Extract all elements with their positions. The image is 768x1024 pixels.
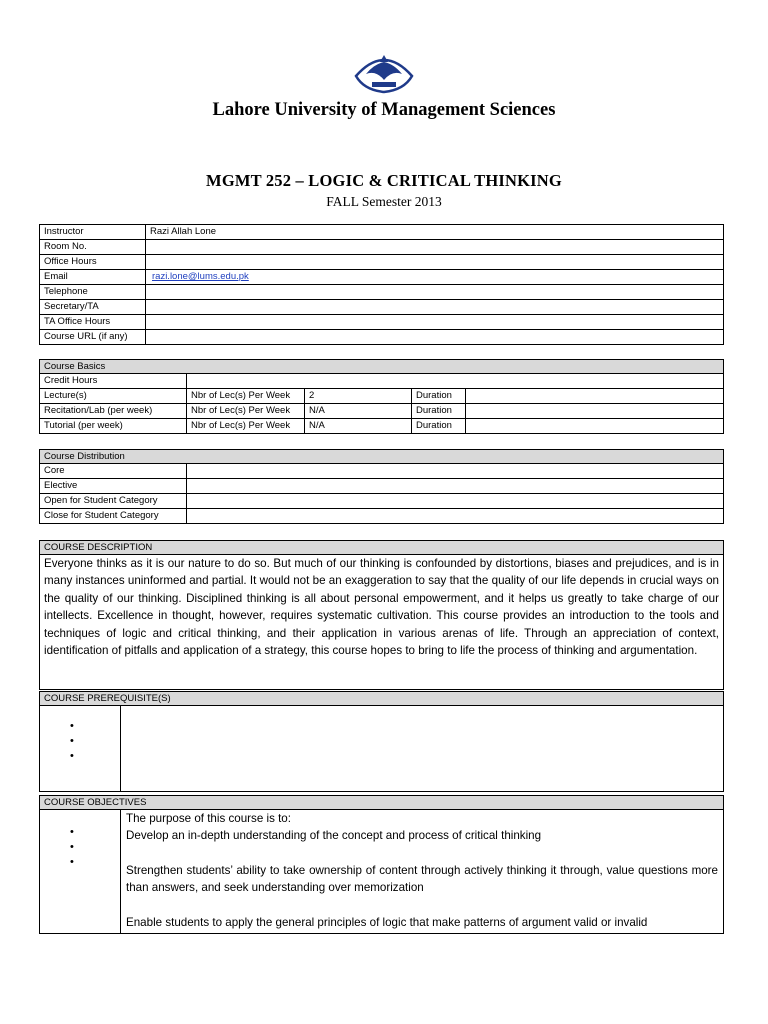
table-row: [40, 509, 724, 524]
duration-value: [466, 404, 724, 419]
row-label: Tutorial (per week): [40, 419, 187, 434]
objectives-intro: The purpose of this course is to:: [126, 812, 291, 825]
spacer: [126, 897, 718, 914]
table-row: [40, 300, 724, 315]
row-label: Instructor: [40, 225, 146, 240]
list-item: [44, 719, 116, 734]
nbr-label: Nbr of Lec(s) Per Week: [187, 419, 305, 434]
table-row: [40, 464, 724, 479]
row-value: [187, 464, 724, 479]
row-label: Open for Student Category: [40, 494, 187, 509]
course-description-heading: COURSE DESCRIPTION: [40, 541, 724, 555]
list-item: [44, 825, 116, 840]
row-value: [187, 509, 724, 524]
course-distribution-table: [39, 449, 724, 524]
course-distribution-heading: Course Distribution: [40, 450, 724, 464]
row-value: [146, 255, 724, 270]
course-prerequisites-heading: COURSE PREREQUISITE(S): [40, 692, 724, 706]
email-link[interactable]: razi.lone@lums.edu.pk: [152, 271, 249, 282]
duration-label: Duration: [412, 404, 466, 419]
lums-logo: [352, 46, 416, 96]
row-label: Email: [40, 270, 146, 285]
prerequisite-content: [121, 706, 724, 792]
table-row: [40, 555, 724, 690]
duration-value: [466, 419, 724, 434]
row-value: [146, 300, 724, 315]
row-label: Recitation/Lab (per week): [40, 404, 187, 419]
nbr-label: Nbr of Lec(s) Per Week: [187, 389, 305, 404]
row-label: Elective: [40, 479, 187, 494]
credit-hours-value: [187, 374, 724, 389]
duration-label: Duration: [412, 419, 466, 434]
row-value: [146, 285, 724, 300]
table-header: [40, 360, 724, 374]
objective-item: Enable students to apply the general principles of logic that make patterns of argument valid or invalid: [126, 915, 648, 929]
table-row: [40, 255, 724, 270]
table-header: [40, 450, 724, 464]
row-label: Course URL (if any): [40, 330, 146, 345]
row-label: Office Hours: [40, 255, 146, 270]
row-value: [146, 240, 724, 255]
prerequisite-bullets: [40, 706, 121, 792]
objectives-content: [121, 810, 724, 934]
row-value: [146, 315, 724, 330]
nbr-value: N/A: [305, 404, 412, 419]
row-value: [146, 330, 724, 345]
objective-item: Develop an in-depth understanding of the concept and process of critical thinking: [126, 829, 542, 843]
table-header: [40, 692, 724, 706]
table-row: [40, 330, 724, 345]
course-objectives-heading: COURSE OBJECTIVES: [40, 796, 724, 810]
table-row: [40, 404, 724, 419]
row-label: Telephone: [40, 285, 146, 300]
course-description-table: [39, 540, 724, 690]
row-label: Core: [40, 464, 187, 479]
course-prerequisites-table: [39, 691, 724, 792]
row-label: Secretary/TA: [40, 300, 146, 315]
university-name: Lahore University of Management Sciences: [212, 100, 556, 120]
table-row: [40, 494, 724, 509]
nbr-label: Nbr of Lec(s) Per Week: [187, 404, 305, 419]
table-header: [40, 541, 724, 555]
course-basics-table: [39, 359, 724, 434]
table-row: [40, 285, 724, 300]
duration-value: [466, 389, 724, 404]
duration-label: Duration: [412, 389, 466, 404]
table-row: [40, 270, 724, 285]
list-item: [44, 749, 116, 764]
spacer: [126, 845, 718, 862]
row-value: [187, 494, 724, 509]
table-row: [40, 479, 724, 494]
email-cell: [146, 270, 724, 285]
course-objectives-table: [39, 795, 724, 934]
table-row: [40, 225, 724, 240]
row-label: Room No.: [40, 240, 146, 255]
credit-hours-label: Credit Hours: [40, 374, 187, 389]
nbr-value: 2: [305, 389, 412, 404]
table-row: [40, 706, 724, 792]
semester: FALL Semester 2013: [326, 194, 442, 209]
course-title: MGMT 252 – LOGIC & CRITICAL THINKING: [206, 171, 562, 190]
table-row: [40, 389, 724, 404]
table-header: [40, 796, 724, 810]
row-label: TA Office Hours: [40, 315, 146, 330]
row-value: [187, 479, 724, 494]
list-item: [44, 734, 116, 749]
row-value: Razi Allah Lone: [146, 225, 724, 240]
row-label: Close for Student Category: [40, 509, 187, 524]
course-basics-heading: Course Basics: [40, 360, 724, 374]
instructor-table: [39, 224, 724, 345]
objective-bullets: [40, 810, 121, 934]
table-row: [40, 810, 724, 934]
nbr-value: N/A: [305, 419, 412, 434]
table-row: [40, 374, 724, 389]
objective-item: Strengthen students’ ability to take ownership of content through actively thinking it through, value questions more than answers, and seek understanding over memorization: [126, 863, 718, 895]
list-item: [44, 840, 116, 855]
course-description-text: Everyone thinks as it is our nature to do so. But much of our thinking is confounded by distortions, biases and prejudices, and is in many instances uninformed and partial. It would not be an exaggeration to say that the quality of our life depends in crucial ways on the quality of our thinking. Disciplined thinking is all about personal empowerment, and it helps us greatly to take charge of our intellects. Excellence in thought, however, requires systematic cultivation. This course provides an introduction to the tools and techniques of logic and critical thinking, and their application in various arenas of life. Through an appreciation of context, identification of pitfalls and application of a strategy, this course hopes to bring to life the process of thinking and argumentation.: [40, 555, 724, 690]
table-row: [40, 419, 724, 434]
table-row: [40, 240, 724, 255]
table-row: [40, 315, 724, 330]
list-item: [44, 855, 116, 870]
row-label: Lecture(s): [40, 389, 187, 404]
